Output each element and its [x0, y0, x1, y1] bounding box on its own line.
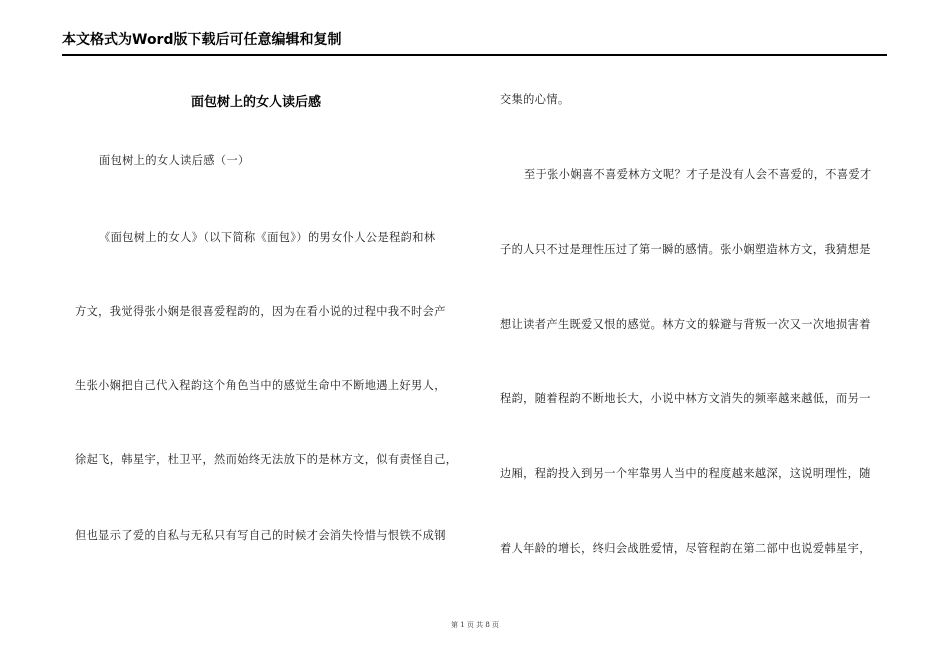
- paragraph-line: 程韵，随着程韵不断地长大，小说中林方文消失的频率越来越低，而另一: [500, 392, 871, 405]
- paragraph-line: 想让读者产生既爱又恨的感觉。林方文的躲避与背叛一次又一次地损害着: [500, 318, 871, 331]
- paragraph-line: 边厢，程韵投入到另一个牢靠男人当中的程度越来越深，这说明理性，随: [500, 467, 871, 480]
- paragraph-line: 面包树上的女人读后感（一）: [99, 154, 250, 167]
- document-title: 面包树上的女人读后感: [191, 95, 322, 110]
- paragraph-line: 《面包树上的女人》（以下简称《面包》）的男女仆人公是程韵和林: [99, 231, 436, 244]
- paragraph-line: 方文，我觉得张小娴是很喜爱程韵的，因为在看小说的过程中我不时会产: [75, 305, 446, 318]
- paragraph-line: 至于张小娴喜不喜爱林方文呢？才子是没有人会不喜爱的，不喜爱才: [524, 168, 872, 181]
- page-number: 第 1 页 共 8 页: [450, 621, 500, 629]
- document-header: [62, 34, 887, 56]
- paragraph-line: 生张小娴把自己代入程韵这个角色当中的感觉生命中不断地遇上好男人，: [75, 379, 446, 392]
- paragraph-line: 徐起飞，韩星宇，杜卫平，然而始终无法放下的是林方文，似有责怪自己，: [75, 453, 458, 466]
- paragraph-line: 着人年龄的增长，终归会战胜爱情，尽管程韵在第二部中也说爱韩星宇，: [500, 542, 871, 555]
- paragraph-line: 但也显示了爱的自私与无私只有写自己的时候才会消失怜惜与恨铁不成钢: [75, 529, 446, 542]
- header-text: 本文格式为Word版下载后可任意编辑和复制: [62, 32, 342, 48]
- page-footer: [0, 620, 950, 630]
- paragraph-line: 交集的心情。: [500, 93, 570, 106]
- paragraph-line: 子的人只不过是理性压过了第一瞬的感情。张小娴塑造林方文，我猜想是: [500, 243, 871, 256]
